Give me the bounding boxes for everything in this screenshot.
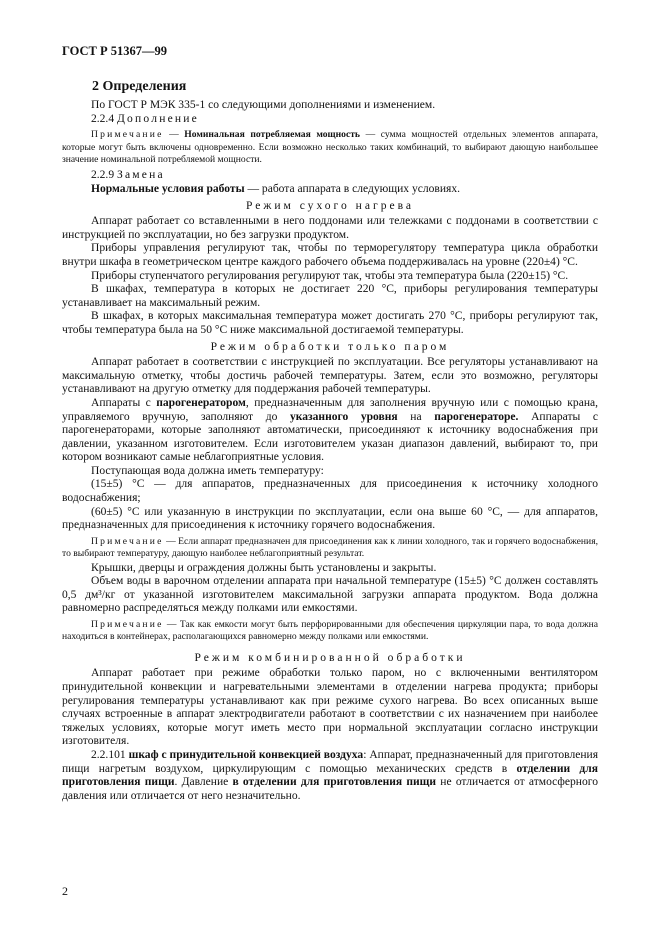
paragraph-steam-generator — [62, 397, 598, 465]
note-text: — Так как емкости могут быть перфорированными для обеспечения циркуляции пара, то вода должна находиться в контейнерах, располагающихся равномерно между полками или емкостями. — [62, 619, 598, 643]
normal-conditions — [62, 183, 598, 197]
text-run: Аппараты с — [91, 396, 157, 409]
clause-label: Замена — [116, 169, 165, 182]
note-label: Примечание — [91, 129, 164, 141]
note-label: Примечание — [91, 535, 164, 547]
paragraph: Объем воды в варочном отделении аппарата при начальной температуре (15±5) °С должен составлять 0,5 дм³/кг от указанной изготовителем максимальной загрузки аппарата продуктом. Вода должна равномерно распределяться между полками или емкостями. — [62, 575, 598, 615]
clause-2-2-9 — [62, 169, 598, 183]
clause-number: 2.2.9 — [91, 169, 115, 182]
paragraph: В шкафах, в которых максимальная температура может достигать 270 °С, приборы регулируют так, чтобы температура была на 50 °С ниже максимальной достигаемой температуры. — [62, 310, 598, 336]
page-number: 2 — [62, 884, 68, 898]
paragraph: Приборы ступенчатого регулирования регулируют так, чтобы эта температура была (220±15) °С. — [91, 269, 569, 282]
term-steam-generator: парогенератором — [156, 396, 246, 409]
text-run: . Давление — [174, 776, 233, 789]
text-run: : Аппарат, предназначенный для приготовления пищи нагретым воздухом, циркулирующим с помощью механических средств в — [62, 749, 598, 775]
clause-2-2-4 — [62, 113, 598, 127]
paragraph: (60±5) °С или указанную в инструкции по эксплуатации, если она выше 60 °С, — для аппаратов, предназначенных для присоединения к источнику горячего водоснабжения. — [62, 505, 598, 532]
document-body — [62, 99, 598, 803]
note-text: — сумма мощностей отдельных элементов аппарата, которые могут быть включены одновременно. Если возможно несколько таких комбинаций, то выбирают дающую наибольшее значение номинальной потребляемой мощности. — [62, 129, 598, 165]
term-normal-conditions: Нормальные условия работы — [91, 183, 245, 195]
note-label: Примечание — [91, 619, 164, 631]
term-indicated-level: указанного уровня — [289, 410, 398, 423]
term-cooking-compartment-2: в отделении для приготовления пищи — [232, 776, 437, 789]
note-text: — Если аппарат предназначен для присоединения как к линии холодного, так и горячего водоснабжения, то выбирают температуру, дающую наиболее неблагоприятный результат. — [62, 535, 598, 560]
clause-number: 2.2.4 — [91, 112, 115, 125]
note-3 — [62, 619, 598, 644]
term-forced-convection-oven: шкаф с принудительной конвекцией воздуха — [128, 749, 364, 761]
paragraph: Аппарат работает со вставленными в него поддонами или тележками с поддонами в соответствии с инструкцией по эксплуатации, но без загрузки продуктом. — [62, 215, 598, 241]
clause-number: 2.2.101 — [91, 749, 126, 761]
section-title: 2 Определения — [92, 79, 187, 94]
note-term: Номинальная потребляемая мощность — [184, 129, 361, 141]
text-run: на — [397, 410, 435, 423]
note-2 — [62, 536, 598, 561]
text-run: не отличается от атмосферного давления или отличается от него незначительно. — [62, 776, 598, 802]
text-run: , предназначенным для заполнения вручную или с помощью крана, управляемого вручную, заполняют до — [62, 396, 599, 423]
clause-2-2-101 — [62, 749, 598, 803]
paragraph: В шкафах, температура в которых не достигает 220 °С, приборы регулирования температуры устанавливает на максимальный режим. — [62, 283, 598, 309]
mode-dry-heating-heading: Режим сухого нагрева — [245, 199, 415, 212]
note-dash: — — [163, 129, 185, 141]
paragraph: Аппарат работает в соответствии с инструкцией по эксплуатации. Все регуляторы устанавливают на максимальную отметку, чтобы достичь рабочей температуры. Затем, если это возможно, регуляторы устанавливают на другую отметку для поддержания рабочей температуры. — [62, 356, 598, 396]
mode-combined-heading: Режим комбинированной обработки — [194, 651, 466, 664]
intro-paragraph: По ГОСТ Р МЭК 335-1 со следующими дополнениями и изменением. — [91, 99, 436, 111]
text-run: Аппараты с парогенераторами, которые заполняют автоматически, присоединяют к источнику водоснабжения при давлении, указанном изготовителем. Если изготовителем указан диапазон давлений, выбирают то, при котором возникают самые неблагоприятные условия. — [62, 410, 599, 464]
normal-conditions-text: — работа аппарата в следующих условиях. — [244, 183, 461, 195]
paragraph: (15±5) °С — для аппаратов, предназначенных для присоединения к источнику холодного водоснабжения; — [62, 478, 598, 505]
note-1 — [62, 129, 598, 166]
term-cooking-compartment: отделении для приготовления пищи — [62, 762, 598, 789]
paragraph: Приборы управления регулируют так, чтобы по терморегулятору температура цикла обработки внутри шкафа в геометрическом центре каждого рабочего объема поддерживалась на уровне (220±4) °С. — [62, 242, 598, 268]
paragraph: Поступающая вода должна иметь температуру: — [91, 464, 324, 477]
paragraph: Крышки, дверцы и ограждения должны быть установлены и закрыты. — [91, 561, 437, 574]
paragraph: Аппарат работает при режиме обработки только паром, но с включенными вентилятором принудительной конвекции и нагревательными элементами в отделении нагрева продукта; приборы регулирования температуры устанавливают как при режиме сухого нагрева. Во всех описанных выше случаях встроенные в аппарат электродвигатели работают в соответствии с их назначением при наиболее тяжелых условиях, которые могут иметь место при нормальной эксплуатации согласно инструкции изготовителя. — [62, 667, 598, 748]
standard-header: ГОСТ Р 51367—99 — [62, 44, 168, 58]
mode-steam-only-heading: Режим обработки только паром — [210, 340, 450, 353]
clause-label: Дополнение — [116, 112, 199, 125]
term-steam-generator-2: парогенераторе. — [434, 410, 519, 423]
